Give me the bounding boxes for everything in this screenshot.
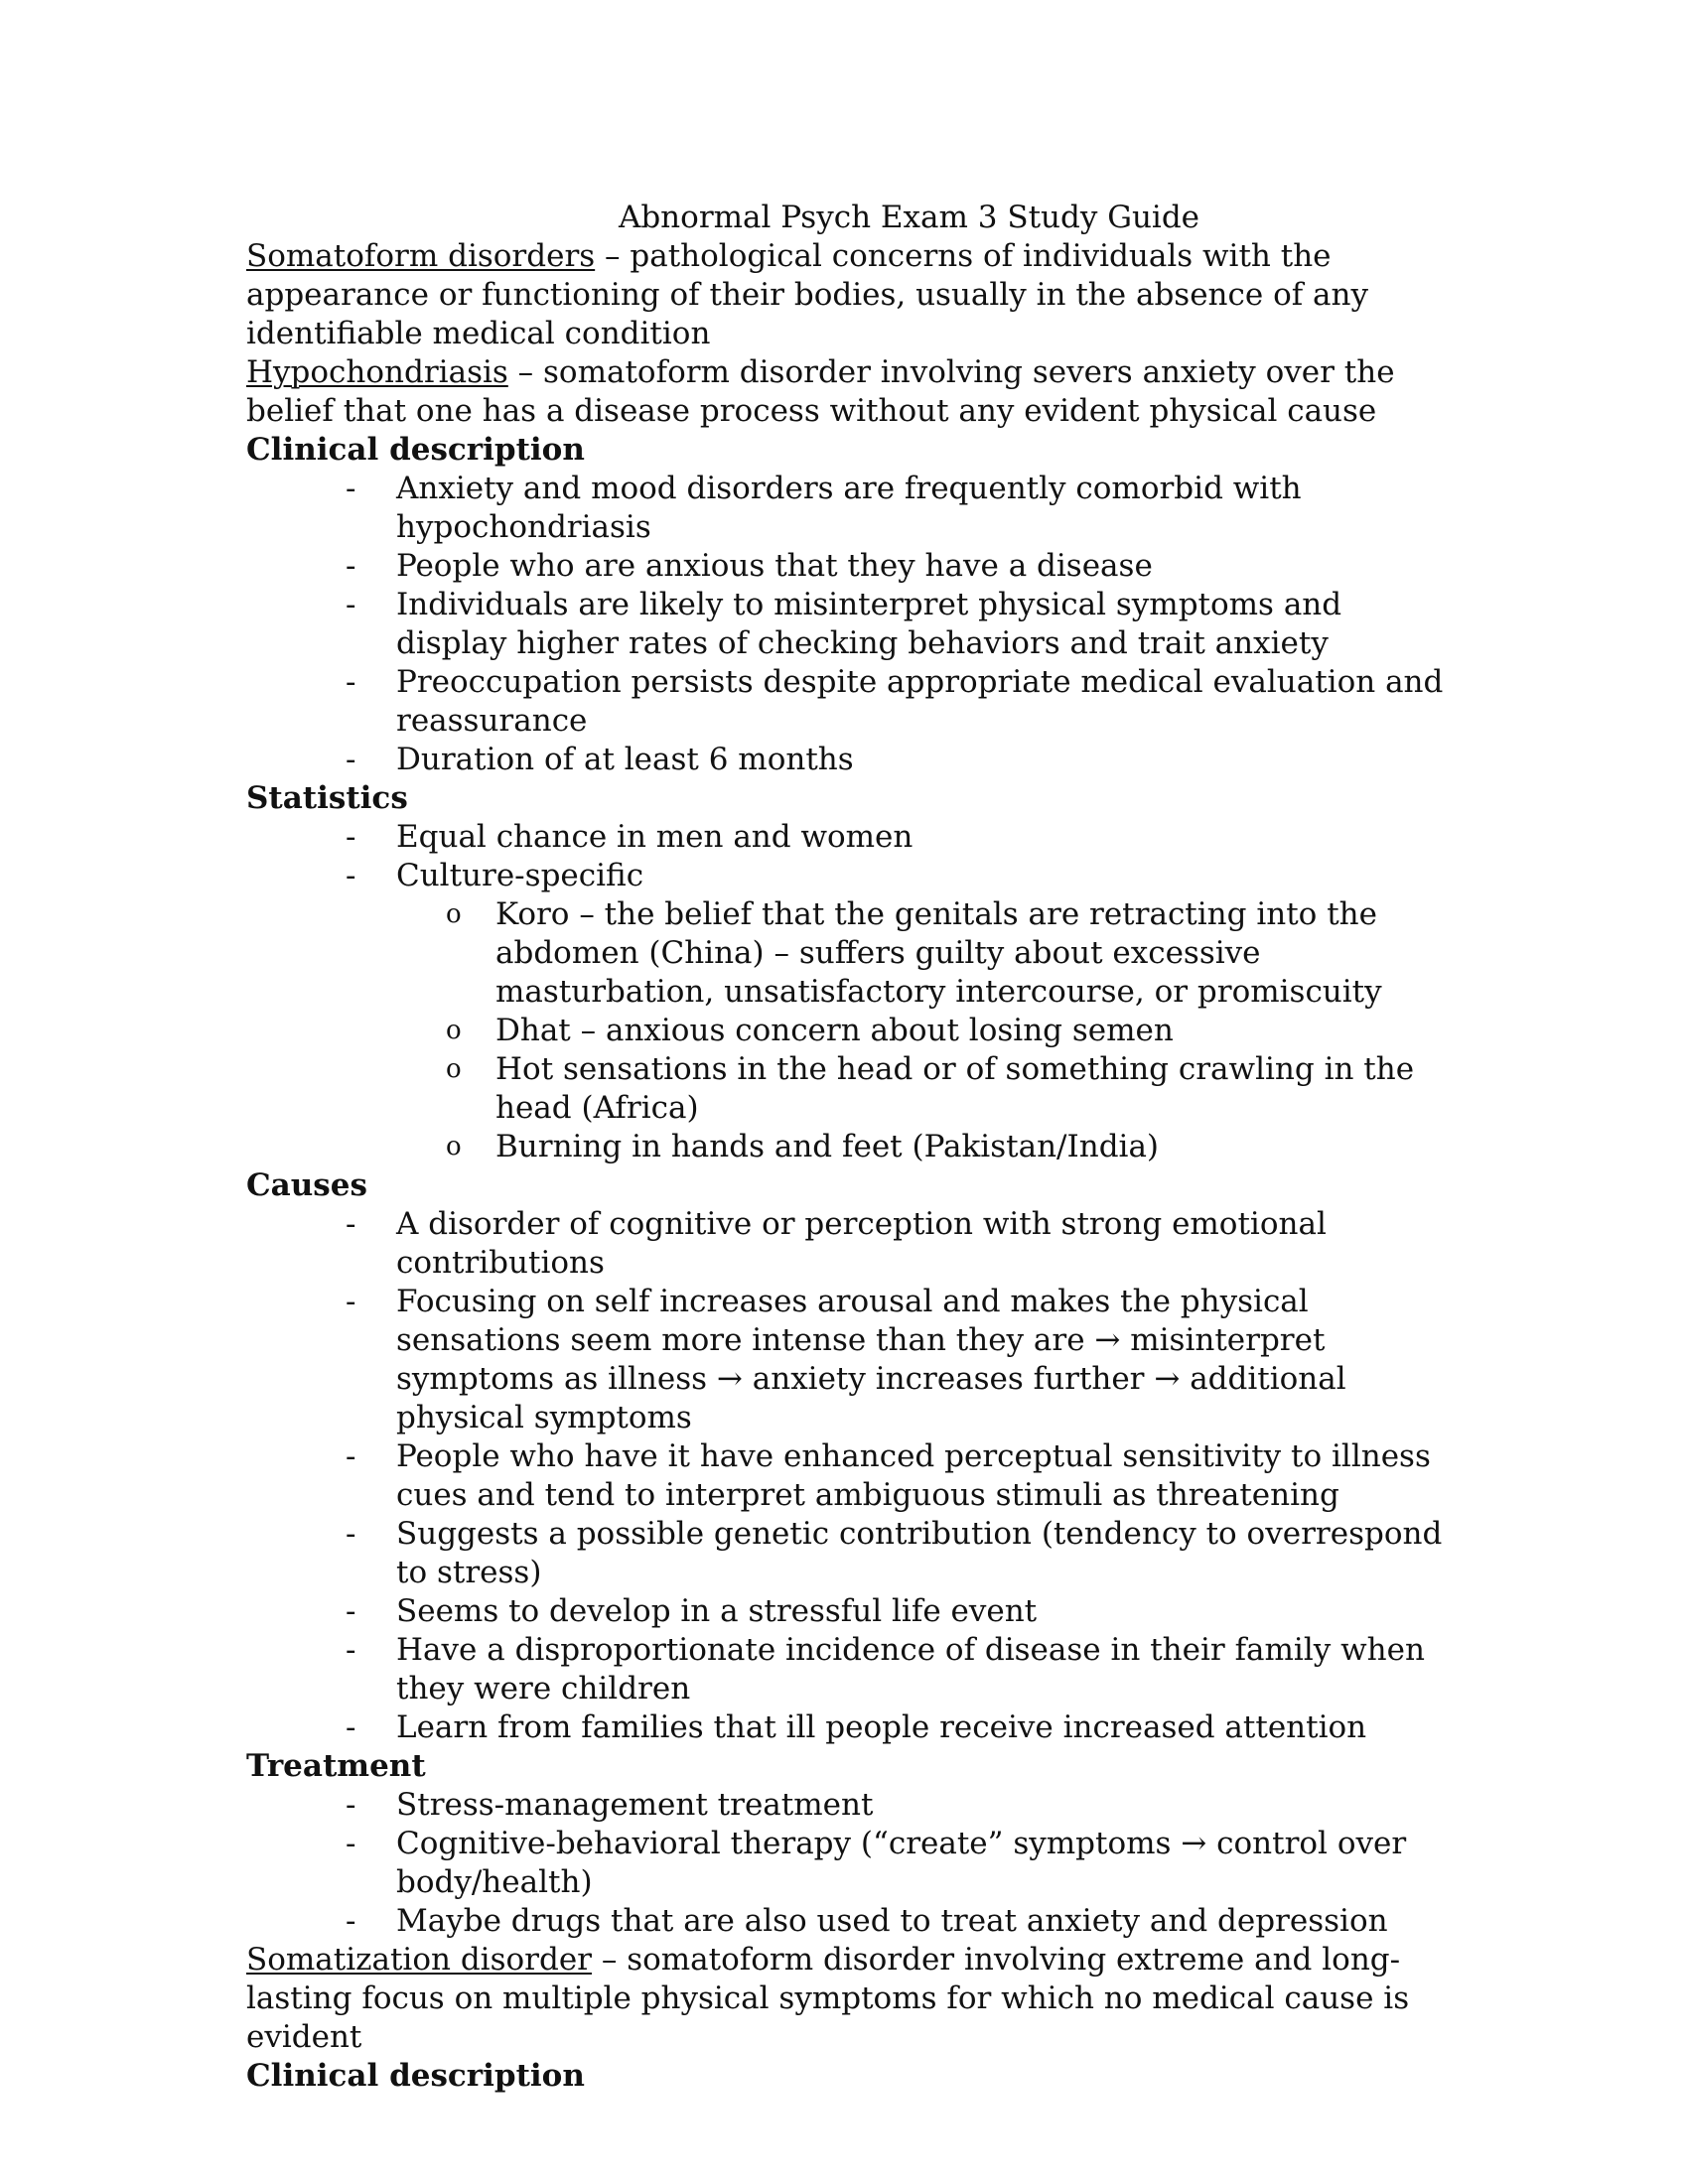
list-item bbox=[246, 1631, 1458, 1708]
somatoform-definition bbox=[246, 237, 1458, 353]
list-item bbox=[246, 1050, 1458, 1128]
clinical-description-heading: Clinical description bbox=[246, 432, 585, 468]
list-item-text: Koro – the belief that the genitals are retracting into the abdomen (China) – suffers guilty about excessive masturbation, unsatisfactory intercourse, or promiscuity bbox=[495, 896, 1382, 1010]
list-item-text: Burning in hands and feet (Pakistan/India) bbox=[495, 1129, 1160, 1164]
dash-bullet: - bbox=[346, 1516, 356, 1552]
circle-bullet: o bbox=[446, 899, 462, 929]
treatment-list bbox=[246, 1786, 1458, 1941]
list-item-text: Equal chance in men and women bbox=[396, 819, 914, 855]
list-item-text: Dhat – anxious concern about losing semen bbox=[495, 1013, 1174, 1048]
list-item-text: Hot sensations in the head or of something crawling in the head (Africa) bbox=[495, 1051, 1415, 1126]
dash-bullet: - bbox=[346, 1206, 356, 1242]
list-item-text: Have a disproportionate incidence of disease in their family when they were children bbox=[396, 1632, 1425, 1706]
statistics-heading: Statistics bbox=[246, 780, 408, 816]
list-item bbox=[246, 663, 1458, 741]
list-item-text: Cognitive-behavioral therapy (“create” symptoms → control over body/health) bbox=[396, 1826, 1407, 1900]
treatment-heading: Treatment bbox=[246, 1748, 426, 1784]
somatization-definition-text: – somatoform disorder involving extreme and long-lasting focus on multiple physical symptoms for which no medical cause is evident bbox=[246, 1942, 1410, 2055]
list-item-text: A disorder of cognitive or perception with strong emotional contributions bbox=[396, 1206, 1327, 1281]
circle-bullet: o bbox=[446, 1016, 462, 1045]
list-item bbox=[246, 857, 1458, 895]
somatization-clinical-heading: Clinical description bbox=[246, 2058, 585, 2094]
dash-bullet: - bbox=[346, 471, 356, 506]
dash-bullet: - bbox=[346, 1632, 356, 1668]
somatoform-definition-text: – pathological concerns of individuals with the appearance or functioning of their bodies, usually in the absence of any identifiable medical condition bbox=[246, 238, 1369, 351]
list-item bbox=[246, 470, 1458, 547]
list-item-text: Seems to develop in a stressful life event bbox=[396, 1593, 1038, 1629]
causes-heading: Causes bbox=[246, 1167, 367, 1203]
list-item-text: Anxiety and mood disorders are frequently comorbid with hypochondriasis bbox=[396, 471, 1302, 545]
dash-bullet: - bbox=[346, 1709, 356, 1745]
dash-bullet: - bbox=[346, 1826, 356, 1861]
dash-bullet: - bbox=[346, 1438, 356, 1474]
clinical-description-list bbox=[246, 470, 1458, 779]
dash-bullet: - bbox=[346, 1903, 356, 1939]
somatization-definition bbox=[246, 1941, 1458, 2057]
document-page bbox=[246, 199, 1458, 2096]
dash-bullet: - bbox=[346, 1593, 356, 1629]
list-item-text: Suggests a possible genetic contribution (tendency to overrespond to stress) bbox=[396, 1516, 1443, 1590]
list-item-text: Culture-specific bbox=[396, 858, 644, 893]
circle-bullet: o bbox=[446, 1054, 462, 1084]
somatoform-term: Somatoform disorders bbox=[246, 238, 596, 274]
dash-bullet: - bbox=[346, 819, 356, 855]
list-item-text: Focusing on self increases arousal and makes the physical sensations seem more intense than they are → misinterpret symptoms as illness → anxiety increases further → additional physical symptoms bbox=[396, 1284, 1346, 1435]
list-item bbox=[246, 1708, 1458, 1747]
list-item bbox=[246, 1437, 1458, 1515]
list-item-text: People who have it have enhanced perceptual sensitivity to illness cues and tend to interpret ambiguous stimuli as threatening bbox=[396, 1438, 1431, 1513]
dash-bullet: - bbox=[346, 742, 356, 777]
list-item-text: Stress-management treatment bbox=[396, 1787, 874, 1823]
list-item-text: Maybe drugs that are also used to treat anxiety and depression bbox=[396, 1903, 1388, 1939]
list-item bbox=[246, 1825, 1458, 1902]
dash-bullet: - bbox=[346, 858, 356, 893]
list-item-text: Duration of at least 6 months bbox=[396, 742, 854, 777]
list-item bbox=[246, 1592, 1458, 1631]
list-item bbox=[246, 1902, 1458, 1941]
list-item bbox=[246, 818, 1458, 857]
list-item bbox=[246, 586, 1458, 663]
hypochondriasis-definition bbox=[246, 353, 1458, 431]
culture-specific-list bbox=[246, 895, 1458, 1166]
list-item bbox=[246, 895, 1458, 1012]
list-item bbox=[246, 547, 1458, 586]
dash-bullet: - bbox=[346, 664, 356, 700]
list-item bbox=[246, 1786, 1458, 1825]
list-item-text: Learn from families that ill people receive increased attention bbox=[396, 1709, 1367, 1745]
hypochondriasis-term: Hypochondriasis bbox=[246, 354, 508, 390]
dash-bullet: - bbox=[346, 548, 356, 584]
circle-bullet: o bbox=[446, 1132, 462, 1161]
list-item-text: Preoccupation persists despite appropriate medical evaluation and reassurance bbox=[396, 664, 1444, 739]
list-item bbox=[246, 1205, 1458, 1283]
dash-bullet: - bbox=[346, 1284, 356, 1319]
list-item bbox=[246, 1012, 1458, 1050]
list-item-text: People who are anxious that they have a disease bbox=[396, 548, 1153, 584]
list-item bbox=[246, 1515, 1458, 1592]
document-title: Abnormal Psych Exam 3 Study Guide bbox=[618, 200, 1200, 235]
causes-list bbox=[246, 1205, 1458, 1747]
hypochondriasis-definition-text: – somatoform disorder involving severs anxiety over the belief that one has a disease process without any evident physical cause bbox=[246, 354, 1395, 429]
list-item-text: Individuals are likely to misinterpret physical symptoms and display higher rates of checking behaviors and trait anxiety bbox=[396, 587, 1342, 661]
somatization-term: Somatization disorder bbox=[246, 1942, 592, 1978]
list-item bbox=[246, 1283, 1458, 1437]
statistics-list bbox=[246, 818, 1458, 895]
dash-bullet: - bbox=[346, 587, 356, 622]
list-item bbox=[246, 741, 1458, 779]
list-item bbox=[246, 1128, 1458, 1166]
dash-bullet: - bbox=[346, 1787, 356, 1823]
